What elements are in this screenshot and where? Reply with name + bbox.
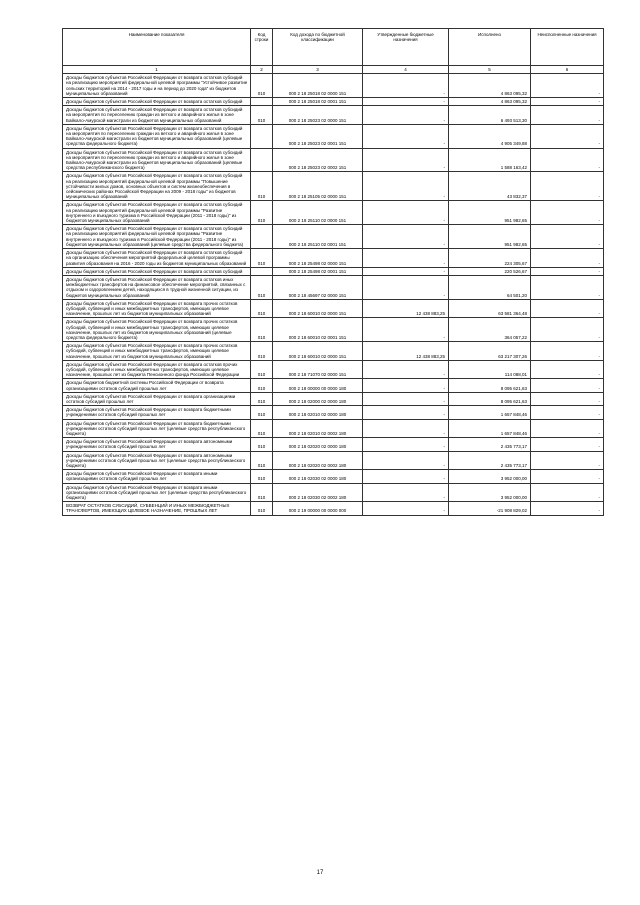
header-executed: Исполнено	[449, 29, 531, 66]
row-kbk-cell: 000 2 18 71070 02 0000 151	[273, 360, 363, 379]
row-executed-cell: 951 982,65	[449, 225, 531, 249]
row-name-cell: Доходы бюджетов субъектов Российской Федерации от возврата автономными учреждениями остатков субсидий прошлых лет	[63, 438, 251, 451]
row-unexecuted-cell: -	[531, 470, 604, 483]
row-name-cell: Доходы бюджетов субъектов Российской Федерации от возврата иными организациями остатков субсидий прошлых лет (целевые средства республиканского бюджета)	[63, 483, 251, 502]
row-approved-cell: -	[363, 267, 449, 275]
row-name-cell: Доходы бюджетов субъектов Российской Федерации от возврата остатков субсидий на мероприятия по переселению граждан из ветхого и аварийного жилья в зоне Байкало-Амурской магистрали из бюджетов муниципальных образований	[63, 106, 251, 125]
row-executed-cell: 4 905 349,88	[449, 124, 531, 148]
row-executed-cell: 63 581 364,48	[449, 299, 531, 318]
row-executed-cell: 114 088,01	[449, 360, 531, 379]
row-code-cell	[251, 124, 273, 148]
row-kbk-cell: 000 2 18 60010 02 0000 151	[273, 299, 363, 318]
row-unexecuted-cell: -	[531, 318, 604, 342]
table-row	[63, 502, 604, 515]
row-name-cell: Доходы бюджетов субъектов Российской Федерации от возврата остатков иных межбюджетных трансфертов на финансовое обеспечение мероприятий, связанных с отдыхом и оздоровлением детей, находящихся в трудной жизненной ситуации, из бюджетов муниципальных образований	[63, 275, 251, 299]
row-kbk-cell: 000 2 19 00000 00 0000 000	[273, 502, 363, 515]
row-kbk-cell: 000 2 18 25110 02 0001 151	[273, 225, 363, 249]
table-row	[63, 267, 604, 275]
row-unexecuted-cell: -	[531, 201, 604, 225]
row-code-cell	[251, 98, 273, 106]
row-approved-cell: -	[363, 392, 449, 405]
table-row	[63, 201, 604, 225]
row-unexecuted-cell: -	[531, 451, 604, 470]
row-unexecuted-cell: -	[531, 483, 604, 502]
row-code-cell: 010	[251, 342, 273, 361]
row-executed-cell: 3 952 000,00	[449, 483, 531, 502]
row-code-cell: 010	[251, 249, 273, 268]
row-name-cell: Доходы бюджетов субъектов Российской Федерации от возврата автономными учреждениями остатков субсидий прошлых лет (целевые средства республиканского бюджета)	[63, 451, 251, 470]
row-unexecuted-cell: -	[531, 106, 604, 125]
row-code-cell	[251, 225, 273, 249]
table-row	[63, 392, 604, 405]
row-code-cell: 010	[251, 74, 273, 98]
row-approved-cell: -	[363, 249, 449, 268]
row-approved-cell: -	[363, 406, 449, 419]
row-executed-cell: 1 657 848,46	[449, 406, 531, 419]
row-approved-cell: -	[363, 483, 449, 502]
row-code-cell: 010	[251, 379, 273, 392]
table-row	[63, 483, 604, 502]
row-code-cell: 010	[251, 318, 273, 342]
row-unexecuted-cell: -	[531, 148, 604, 172]
row-kbk-cell: 000 2 18 00000 00 0000 180	[273, 379, 363, 392]
row-unexecuted-cell: -	[531, 360, 604, 379]
table-row	[63, 148, 604, 172]
report-page	[62, 28, 603, 516]
row-code-cell: 010	[251, 406, 273, 419]
row-kbk-cell: 000 2 18 02010 02 0002 180	[273, 419, 363, 438]
header-approved: Утвержденные бюджетные назначения	[363, 29, 449, 66]
row-code-cell: 010	[251, 502, 273, 515]
table-row	[63, 106, 604, 125]
column-number: 5	[449, 66, 531, 74]
row-name-cell: Доходы бюджетов субъектов Российской Федерации от возврата остатков субсидий на организацию обеспечения мероприятий федеральной целевой программы развития образования на 2016 - 2020 годы из бюджетов муниципальных образований	[63, 249, 251, 268]
row-kbk-cell: 000 2 18 60010 02 0001 151	[273, 318, 363, 342]
row-name-cell: Доходы бюджетов субъектов Российской Федерации от возврата прочих остатков субсидий, субвенций и иных межбюджетных трансфертов, имеющих целевое назначение, прошлых лет из бюджетов муниципальных образований (целевые средства федерального бюджета)	[63, 318, 251, 342]
row-kbk-cell: 000 2 18 60010 02 0000 151	[273, 342, 363, 361]
row-approved-cell: -	[363, 419, 449, 438]
header-name: Наименование показателя	[63, 29, 251, 66]
row-executed-cell: 64 501,20	[449, 275, 531, 299]
row-unexecuted-cell: -	[531, 172, 604, 201]
table-row	[63, 74, 604, 98]
row-approved-cell: -	[363, 502, 449, 515]
row-kbk-cell: 000 2 18 45697 02 0000 151	[273, 275, 363, 299]
row-name-cell: Доходы бюджетов субъектов Российской Федерации от возврата остатков субсидий на реализацию мероприятий федеральной целевой программы "Развитие внутреннего и въездного туризма в Российской Федерации (2011 - 2018 годы)" из бюджетов муниципальных образований	[63, 201, 251, 225]
row-code-cell: 010	[251, 201, 273, 225]
table-row	[63, 98, 604, 106]
row-code-cell: 010	[251, 172, 273, 201]
row-executed-cell: 224 305,67	[449, 249, 531, 268]
table-row	[63, 124, 604, 148]
row-executed-cell: 1 588 163,42	[449, 148, 531, 172]
row-executed-cell: 2 435 773,17	[449, 438, 531, 451]
table-row	[63, 225, 604, 249]
row-unexecuted-cell: -	[531, 406, 604, 419]
row-unexecuted-cell: -	[531, 98, 604, 106]
row-kbk-cell: 000 2 18 02010 02 0000 180	[273, 406, 363, 419]
row-executed-cell: 951 982,65	[449, 201, 531, 225]
row-kbk-cell: 000 2 18 25498 02 0001 151	[273, 267, 363, 275]
row-name-cell: Доходы бюджетов субъектов Российской Федерации от возврата остатков субсидий на реализацию мероприятий федеральной целевой программы "Устойчивое развитие сельских территорий на 2014 - 2017 годы и на период до 2020 года" из бюджетов муниципальных образований	[63, 74, 251, 98]
column-number-row	[63, 66, 604, 74]
column-number: 1	[63, 66, 251, 74]
row-name-cell: Доходы бюджетов субъектов Российской Федерации от возврата прочих остатков субсидий, субвенций и иных межбюджетных трансфертов, имеющих целевое назначение, прошлых лет из бюджетов муниципальных образований	[63, 342, 251, 361]
row-code-cell	[251, 267, 273, 275]
row-name-cell: Доходы бюджетов субъектов Российской Федерации от возврата остатков прочих субсидий, субвенций и иных межбюджетных трансфертов, имеющих целевое назначение, прошлых лет из бюджета Пенсионного фонда Российской Федерации	[63, 360, 251, 379]
header-row	[63, 29, 604, 66]
row-kbk-cell: 000 2 18 25018 02 0000 151	[273, 74, 363, 98]
column-number: 4	[363, 66, 449, 74]
row-executed-cell: 8 095 621,63	[449, 379, 531, 392]
row-code-cell: 010	[251, 483, 273, 502]
page-number: 17	[316, 870, 324, 876]
row-name-cell: Доходы бюджетов субъектов Российской Федерации от возврата остатков субсидий на реализацию мероприятий федеральной целевой программы "Повышение устойчивости жилых домов, основных объектов и систем жизнеобеспечения в сейсмических районах Российской Федерации на 2009 - 2018 годы" из бюджетов муниципальных образований	[63, 172, 251, 201]
table-row	[63, 360, 604, 379]
row-approved-cell: -	[363, 360, 449, 379]
row-executed-cell: 1 657 848,46	[449, 419, 531, 438]
row-approved-cell: -	[363, 379, 449, 392]
row-executed-cell: 63 217 307,26	[449, 342, 531, 361]
table-row	[63, 318, 604, 342]
row-code-cell: 010	[251, 419, 273, 438]
row-code-cell: 010	[251, 470, 273, 483]
header-kbk: Код дохода по бюджетной классификации	[273, 29, 363, 66]
row-kbk-cell: 000 2 18 25023 02 0002 151	[273, 148, 363, 172]
row-executed-cell: 2 435 773,17	[449, 451, 531, 470]
row-executed-cell: -21 908 829,02	[449, 502, 531, 515]
row-kbk-cell: 000 2 18 02000 02 0000 180	[273, 392, 363, 405]
row-kbk-cell: 000 2 18 25018 02 0001 151	[273, 98, 363, 106]
row-unexecuted-cell: -	[531, 342, 604, 361]
table-row	[63, 249, 604, 268]
row-executed-cell: 6 493 513,30	[449, 106, 531, 125]
row-unexecuted-cell: -	[531, 299, 604, 318]
row-executed-cell: 8 095 621,63	[449, 392, 531, 405]
column-number: 6	[531, 66, 604, 74]
row-unexecuted-cell: -	[531, 502, 604, 515]
row-name-cell: Доходы бюджетов субъектов Российской Федерации от возврата организациями остатков субсидий прошлых лет	[63, 392, 251, 405]
row-code-cell: 010	[251, 299, 273, 318]
column-number: 3	[273, 66, 363, 74]
row-unexecuted-cell: -	[531, 392, 604, 405]
row-approved-cell: 12 438 883,25	[363, 299, 449, 318]
row-approved-cell: -	[363, 98, 449, 106]
row-approved-cell: -	[363, 106, 449, 125]
row-approved-cell: -	[363, 451, 449, 470]
row-name-cell: Доходы бюджетов субъектов Российской Федерации от возврата остатков субсидий	[63, 98, 251, 106]
row-unexecuted-cell: -	[531, 267, 604, 275]
row-name-cell: Доходы бюджетов субъектов Российской Федерации от возврата бюджетными учреждениями остатков субсидий прошлых лет (целевые средства республиканского бюджета)	[63, 419, 251, 438]
column-number: 2	[251, 66, 273, 74]
row-approved-cell: -	[363, 275, 449, 299]
row-name-cell: ВОЗВРАТ ОСТАТКОВ СУБСИДИЙ, СУБВЕНЦИЙ И ИНЫХ МЕЖБЮДЖЕТНЫХ ТРАНСФЕРТОВ, ИМЕЮЩИХ ЦЕЛЕВОЕ НАЗНАЧЕНИЕ, ПРОШЛЫХ ЛЕТ	[63, 502, 251, 515]
header-code: Код строки	[251, 29, 273, 66]
row-approved-cell: -	[363, 124, 449, 148]
table-row	[63, 419, 604, 438]
row-approved-cell: -	[363, 470, 449, 483]
row-approved-cell: 12 438 883,25	[363, 342, 449, 361]
row-unexecuted-cell: -	[531, 419, 604, 438]
row-name-cell: Доходы бюджетов субъектов Российской Федерации от возврата остатков субсидий на реализацию мероприятий федеральной целевой программы "Развитие внутреннего и въездного туризма в Российской Федерации (2011 - 2018 годы)" из бюджетов муниципальных образований (целевые средства федерального бюджета)	[63, 225, 251, 249]
row-unexecuted-cell: -	[531, 275, 604, 299]
row-code-cell: 010	[251, 438, 273, 451]
table-row	[63, 451, 604, 470]
row-executed-cell: 43 832,37	[449, 172, 531, 201]
row-name-cell: Доходы бюджетов субъектов Российской Федерации от возврата прочих остатков субсидий, субвенций и иных межбюджетных трансфертов, имеющих целевое назначение, прошлых лет из бюджетов муниципальных образований	[63, 299, 251, 318]
row-unexecuted-cell: -	[531, 438, 604, 451]
row-approved-cell: -	[363, 74, 449, 98]
row-kbk-cell: 000 2 18 25105 02 0000 151	[273, 172, 363, 201]
row-kbk-cell: 000 2 18 25023 02 0000 151	[273, 106, 363, 125]
row-kbk-cell: 000 2 18 25498 02 0000 151	[273, 249, 363, 268]
row-executed-cell: 4 863 095,32	[449, 98, 531, 106]
row-name-cell: Доходы бюджетов субъектов Российской Федерации от возврата остатков субсидий на мероприятия по переселению граждан из ветхого и аварийного жилья в зоне Байкало-Амурской магистрали из бюджетов муниципальных образований (целевые средства республиканского бюджета)	[63, 148, 251, 172]
table-row	[63, 438, 604, 451]
row-unexecuted-cell: -	[531, 379, 604, 392]
row-executed-cell: 4 863 095,32	[449, 74, 531, 98]
row-executed-cell: 364 057,22	[449, 318, 531, 342]
row-approved-cell: -	[363, 318, 449, 342]
row-kbk-cell: 000 2 18 02020 02 0000 180	[273, 438, 363, 451]
row-kbk-cell: 000 2 18 25023 02 0001 151	[273, 124, 363, 148]
row-approved-cell: -	[363, 172, 449, 201]
row-approved-cell: -	[363, 201, 449, 225]
row-unexecuted-cell: -	[531, 74, 604, 98]
table-row	[63, 299, 604, 318]
row-approved-cell: -	[363, 148, 449, 172]
row-unexecuted-cell: -	[531, 249, 604, 268]
table-row	[63, 470, 604, 483]
row-name-cell: Доходы бюджетов субъектов Российской Федерации от возврата остатков субсидий	[63, 267, 251, 275]
row-executed-cell: 3 952 000,00	[449, 470, 531, 483]
row-name-cell: Доходы бюджетов субъектов Российской Федерации от возврата бюджетными учреждениями остатков субсидий прошлых лет	[63, 406, 251, 419]
row-name-cell: Доходы бюджетов субъектов Российской Федерации от возврата остатков субсидий на мероприятия по переселению граждан из ветхого и аварийного жилья в зоне Байкало-Амурской магистрали из бюджетов муниципальных образований (целевые средства федерального бюджета)	[63, 124, 251, 148]
table-row	[63, 275, 604, 299]
row-kbk-cell: 000 2 18 02030 02 0000 180	[273, 470, 363, 483]
row-name-cell: Доходы бюджетов бюджетной системы Российской Федерации от возврата организациями остатков субсидий прошлых лет	[63, 379, 251, 392]
row-name-cell: Доходы бюджетов субъектов Российской Федерации от возврата иными организациями остатков субсидий прошлых лет	[63, 470, 251, 483]
budget-execution-table	[62, 28, 604, 516]
row-code-cell: 010	[251, 106, 273, 125]
row-code-cell: 010	[251, 275, 273, 299]
row-code-cell: 010	[251, 360, 273, 379]
table-row	[63, 406, 604, 419]
table-body	[63, 74, 604, 515]
header-unexecuted: Неисполненные назначения	[531, 29, 604, 66]
row-kbk-cell: 000 2 18 02030 02 0002 180	[273, 483, 363, 502]
row-kbk-cell: 000 2 18 25110 02 0000 151	[273, 201, 363, 225]
table-row	[63, 379, 604, 392]
table-row	[63, 342, 604, 361]
row-code-cell	[251, 148, 273, 172]
row-code-cell: 010	[251, 392, 273, 405]
row-code-cell: 010	[251, 451, 273, 470]
row-executed-cell: 220 526,67	[449, 267, 531, 275]
row-approved-cell: -	[363, 438, 449, 451]
table-row	[63, 172, 604, 201]
row-unexecuted-cell: -	[531, 124, 604, 148]
row-kbk-cell: 000 2 18 02020 02 0002 180	[273, 451, 363, 470]
row-approved-cell: -	[363, 225, 449, 249]
row-unexecuted-cell: -	[531, 225, 604, 249]
